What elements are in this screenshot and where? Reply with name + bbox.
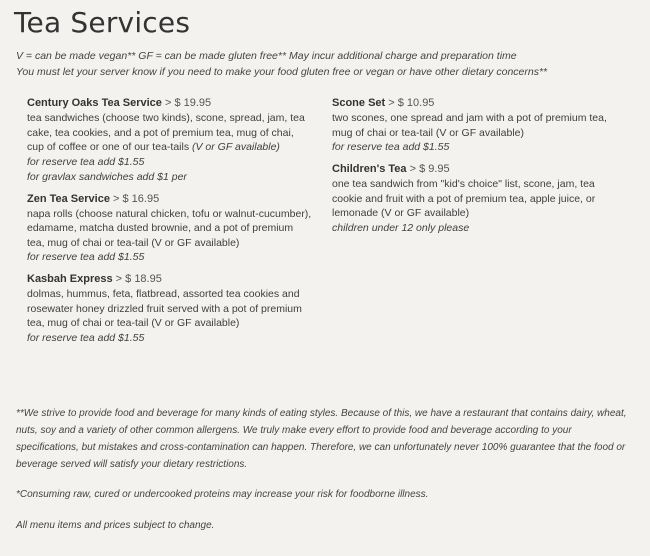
item-note: for reserve tea add $1.55 <box>27 155 145 168</box>
allergen-disclaimer: **We strive to provide food and beverage for many kinds of eating styles. Because of this, we have a restaurant that contains dairy, wheat, nuts, soy and a variety of other common allergens. We truly make every effort to provide food and beverage according to your specifications, but mistakes and cross-contamination can happen. Therefore, we can unfortunately never 100% guarantee that the food or beverage served will satisfy your dietary restrictions. <box>16 408 627 470</box>
item-note: for reserve tea add $1.55 <box>332 141 450 153</box>
price-change-notice: All menu items and prices subject to change. <box>16 520 215 531</box>
menu-column-right <box>332 95 622 242</box>
item-price: > $ 18.95 <box>112 273 162 285</box>
item-description: dolmas, hummus, feta, flatbread, assorted tea cookies and rosewater honey drizzled fruit served with a pot of premium tea, mug of chai or tea-tail (V or GF available) <box>27 288 302 329</box>
menu-item-kasbah <box>27 271 312 346</box>
item-price: > $ 10.95 <box>385 97 435 109</box>
item-note: for reserve tea add $1.55 <box>27 331 145 344</box>
item-name: Century Oaks Tea Service <box>27 97 162 109</box>
page-title: Tea Services <box>14 6 191 39</box>
raw-food-warning: *Consuming raw, cured or undercooked proteins may increase your risk for foodborne illness. <box>16 489 429 500</box>
menu-item-childrens-tea <box>332 161 622 236</box>
dietary-legend <box>16 48 636 80</box>
item-note: for gravlax sandwiches add $1 per <box>27 170 187 183</box>
item-name: Kasbah Express <box>27 273 113 285</box>
item-price: > $ 19.95 <box>161 97 212 109</box>
menu-item-scone-set <box>332 95 622 155</box>
item-description-text: tea sandwiches (choose two kinds), scone, spread, jam, tea cake, tea cookies, and a pot of premium tea, mug of chai, cup of coffee or one of our tea-tails <box>27 112 305 153</box>
item-description: one tea sandwich from "kid's choice" list, scone, jam, tea cookie and fruit with a pot of premium tea, apple juice, or lemonade (V or GF available) <box>332 178 596 219</box>
item-price: > $ 9.95 <box>406 163 450 175</box>
legend-line-1: V = can be made vegan** GF = can be made gluten free** May incur additional charge and preparation time <box>16 50 517 62</box>
item-description: two scones, one spread and jam with a pot of premium tea, mug of chai or tea-tail (V or GF available) <box>332 112 607 139</box>
legend-line-2: You must let your server know if you need to make your food gluten free or vegan or have other dietary concerns** <box>16 66 548 78</box>
item-name: Zen Tea Service <box>27 192 110 205</box>
menu-item-zen <box>27 191 312 266</box>
item-note: children under 12 only please <box>332 221 470 234</box>
item-description-italic: (V or GF available) <box>192 141 280 153</box>
item-note: for reserve tea add $1.55 <box>27 251 145 263</box>
menu-column-left <box>27 95 312 352</box>
item-description <box>27 111 312 155</box>
item-price: > $ 16.95 <box>109 192 160 205</box>
item-name: Children's Tea <box>332 163 407 175</box>
menu-item-century-oaks <box>27 95 312 185</box>
item-description: napa rolls (choose natural chicken, tofu or walnut-cucumber), edamame, matcha dusted brownie, and a pot of premium tea, mug of chai or tea-tail (V or GF available) <box>27 207 312 249</box>
item-name: Scone Set <box>332 97 386 109</box>
